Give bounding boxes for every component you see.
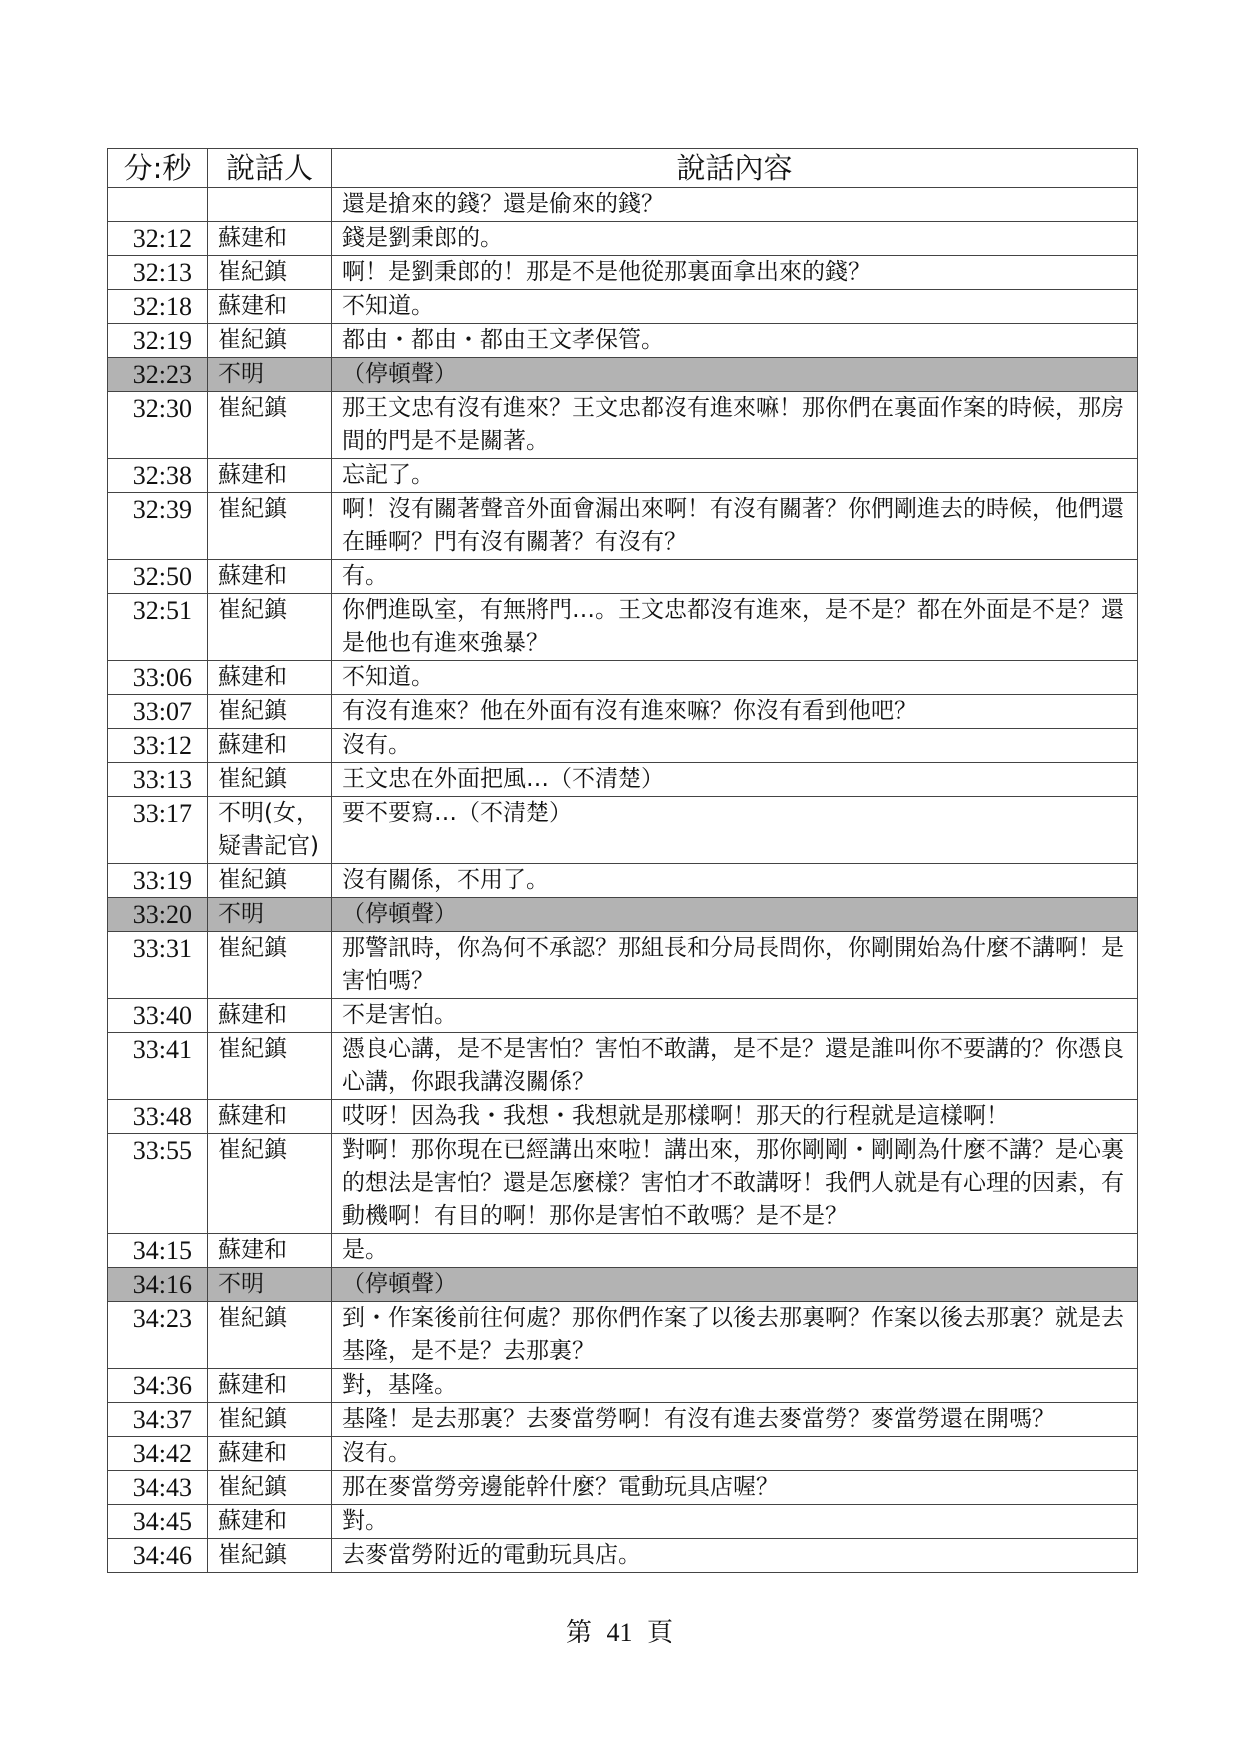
table-row — [108, 1471, 1138, 1505]
content-cell: （停頓聲） — [332, 358, 1138, 392]
content-cell: 是。 — [332, 1234, 1138, 1268]
speaker-cell: 崔紀鎮 — [208, 932, 332, 999]
speaker-cell: 蘇建和 — [208, 661, 332, 695]
speaker-cell: 崔紀鎮 — [208, 1539, 332, 1573]
time-cell: 32:13 — [108, 256, 208, 290]
header-row — [108, 149, 1138, 188]
time-cell: 33:06 — [108, 661, 208, 695]
time-cell: 34:46 — [108, 1539, 208, 1573]
time-cell: 33:13 — [108, 763, 208, 797]
content-cell: 都由・都由・都由王文孝保管。 — [332, 324, 1138, 358]
time-cell: 33:40 — [108, 999, 208, 1033]
table-row — [108, 188, 1138, 222]
table-row — [108, 459, 1138, 493]
content-cell: （停頓聲） — [332, 1268, 1138, 1302]
table-row-pause — [108, 358, 1138, 392]
content-cell: 還是搶來的錢？還是偷來的錢？ — [332, 188, 1138, 222]
table-row — [108, 560, 1138, 594]
content-cell: 不知道。 — [332, 290, 1138, 324]
speaker-cell — [208, 188, 332, 222]
table-row — [108, 493, 1138, 560]
content-cell: 要不要寫…（不清楚） — [332, 797, 1138, 864]
speaker-cell: 蘇建和 — [208, 999, 332, 1033]
content-cell: 到・作案後前往何處？那你們作案了以後去那裏啊？作案以後去那裏？就是去基隆，是不是？去那裏？ — [332, 1302, 1138, 1369]
time-cell: 33:41 — [108, 1033, 208, 1100]
content-cell: 沒有。 — [332, 729, 1138, 763]
header-speaker: 說話人 — [208, 149, 332, 188]
content-cell: 你們進臥室，有無將門…。王文忠都沒有進來，是不是？都在外面是不是？還是他也有進來強暴？ — [332, 594, 1138, 661]
table-row — [108, 594, 1138, 661]
time-cell: 34:45 — [108, 1505, 208, 1539]
time-cell: 34:15 — [108, 1234, 208, 1268]
table-row — [108, 1437, 1138, 1471]
content-cell: 啊！是劉秉郎的！那是不是他從那裏面拿出來的錢？ — [332, 256, 1138, 290]
table-row — [108, 222, 1138, 256]
speaker-cell: 崔紀鎮 — [208, 695, 332, 729]
content-cell: 錢是劉秉郎的。 — [332, 222, 1138, 256]
time-cell: 33:55 — [108, 1134, 208, 1234]
time-cell: 33:19 — [108, 864, 208, 898]
time-cell: 34:42 — [108, 1437, 208, 1471]
speaker-cell: 蘇建和 — [208, 1505, 332, 1539]
content-cell: 對，基隆。 — [332, 1369, 1138, 1403]
time-cell: 34:43 — [108, 1471, 208, 1505]
table-row — [108, 864, 1138, 898]
time-cell: 33:12 — [108, 729, 208, 763]
content-cell: 不是害怕。 — [332, 999, 1138, 1033]
time-cell: 33:20 — [108, 898, 208, 932]
table-row — [108, 695, 1138, 729]
header-time: 分:秒 — [108, 149, 208, 188]
speaker-cell: 崔紀鎮 — [208, 1471, 332, 1505]
table-row — [108, 1302, 1138, 1369]
table-body — [108, 188, 1138, 1573]
content-cell: 沒有。 — [332, 1437, 1138, 1471]
content-cell: 哎呀！因為我・我想・我想就是那樣啊！那天的行程就是這樣啊！ — [332, 1100, 1138, 1134]
content-cell: 對。 — [332, 1505, 1138, 1539]
table-row — [108, 661, 1138, 695]
table-row-pause — [108, 1268, 1138, 1302]
table-row — [108, 1505, 1138, 1539]
speaker-cell: 崔紀鎮 — [208, 256, 332, 290]
time-cell: 34:37 — [108, 1403, 208, 1437]
time-cell: 32:50 — [108, 560, 208, 594]
content-cell: 那警訊時，你為何不承認？那組長和分局長問你，你剛開始為什麼不講啊！是害怕嗎？ — [332, 932, 1138, 999]
time-cell: 34:23 — [108, 1302, 208, 1369]
table-row — [108, 1234, 1138, 1268]
content-cell: 王文忠在外面把風…（不清楚） — [332, 763, 1138, 797]
table-row — [108, 729, 1138, 763]
speaker-cell: 蘇建和 — [208, 222, 332, 256]
table-row — [108, 1539, 1138, 1573]
speaker-cell: 蘇建和 — [208, 560, 332, 594]
time-cell: 32:51 — [108, 594, 208, 661]
content-cell: 有。 — [332, 560, 1138, 594]
time-cell: 33:48 — [108, 1100, 208, 1134]
speaker-cell: 崔紀鎮 — [208, 1134, 332, 1234]
speaker-cell: 不明 — [208, 898, 332, 932]
table-row — [108, 1134, 1138, 1234]
table-row — [108, 1369, 1138, 1403]
content-cell: 啊！沒有關著聲音外面會漏出來啊！有沒有關著？你們剛進去的時候，他們還在睡啊？門有沒有關著？有沒有？ — [332, 493, 1138, 560]
speaker-cell: 不明 — [208, 1268, 332, 1302]
speaker-cell: 不明 — [208, 358, 332, 392]
speaker-cell: 崔紀鎮 — [208, 324, 332, 358]
speaker-cell: 蘇建和 — [208, 459, 332, 493]
table-row — [108, 797, 1138, 864]
content-cell: 有沒有進來？他在外面有沒有進來嘛？你沒有看到他吧？ — [332, 695, 1138, 729]
speaker-cell: 蘇建和 — [208, 729, 332, 763]
page-number: 第 41 頁 — [565, 1618, 673, 1647]
time-cell: 34:36 — [108, 1369, 208, 1403]
header-content: 說話內容 — [332, 149, 1138, 188]
content-cell: 去麥當勞附近的電動玩具店。 — [332, 1539, 1138, 1573]
speaker-cell: 崔紀鎮 — [208, 392, 332, 459]
speaker-cell: 蘇建和 — [208, 1234, 332, 1268]
time-cell — [108, 188, 208, 222]
speaker-cell: 崔紀鎮 — [208, 763, 332, 797]
content-cell: 忘記了。 — [332, 459, 1138, 493]
time-cell: 32:12 — [108, 222, 208, 256]
speaker-cell: 蘇建和 — [208, 1437, 332, 1471]
transcript-table — [107, 148, 1138, 1573]
speaker-cell: 崔紀鎮 — [208, 594, 332, 661]
time-cell: 34:16 — [108, 1268, 208, 1302]
table-row — [108, 763, 1138, 797]
speaker-cell: 崔紀鎮 — [208, 864, 332, 898]
speaker-cell: 崔紀鎮 — [208, 1403, 332, 1437]
table-row — [108, 1033, 1138, 1100]
content-cell: 那王文忠有沒有進來？王文忠都沒有進來嘛！那你們在裏面作案的時候，那房間的門是不是關著。 — [332, 392, 1138, 459]
time-cell: 32:39 — [108, 493, 208, 560]
time-cell: 33:07 — [108, 695, 208, 729]
content-cell: 基隆！是去那裏？去麥當勞啊！有沒有進去麥當勞？麥當勞還在開嗎？ — [332, 1403, 1138, 1437]
speaker-cell: 蘇建和 — [208, 290, 332, 324]
content-cell: （停頓聲） — [332, 898, 1138, 932]
table-row — [108, 1403, 1138, 1437]
table-row — [108, 324, 1138, 358]
time-cell: 32:19 — [108, 324, 208, 358]
speaker-cell: 不明(女，疑書記官) — [208, 797, 332, 864]
speaker-cell: 崔紀鎮 — [208, 493, 332, 560]
table-row — [108, 1100, 1138, 1134]
table-row — [108, 999, 1138, 1033]
table-header — [108, 149, 1138, 188]
speaker-cell: 崔紀鎮 — [208, 1302, 332, 1369]
speaker-cell: 崔紀鎮 — [208, 1033, 332, 1100]
time-cell: 32:38 — [108, 459, 208, 493]
content-cell: 那在麥當勞旁邊能幹什麼？電動玩具店喔？ — [332, 1471, 1138, 1505]
speaker-cell: 蘇建和 — [208, 1369, 332, 1403]
table-row — [108, 256, 1138, 290]
time-cell: 33:31 — [108, 932, 208, 999]
table-row-pause — [108, 898, 1138, 932]
time-cell: 32:23 — [108, 358, 208, 392]
speaker-cell: 蘇建和 — [208, 1100, 332, 1134]
content-cell: 沒有關係，不用了。 — [332, 864, 1138, 898]
content-cell: 憑良心講，是不是害怕？害怕不敢講，是不是？還是誰叫你不要講的？你憑良心講，你跟我講沒關係？ — [332, 1033, 1138, 1100]
table-row — [108, 932, 1138, 999]
table-row — [108, 290, 1138, 324]
time-cell: 33:17 — [108, 797, 208, 864]
table-row — [108, 392, 1138, 459]
time-cell: 32:30 — [108, 392, 208, 459]
content-cell: 對啊！那你現在已經講出來啦！講出來，那你剛剛・剛剛為什麼不講？是心裏的想法是害怕？還是怎麼樣？害怕才不敢講呀！我們人就是有心理的因素，有動機啊！有目的啊！那你是害怕不敢嗎？是不是？ — [332, 1134, 1138, 1234]
content-cell: 不知道。 — [332, 661, 1138, 695]
time-cell: 32:18 — [108, 290, 208, 324]
